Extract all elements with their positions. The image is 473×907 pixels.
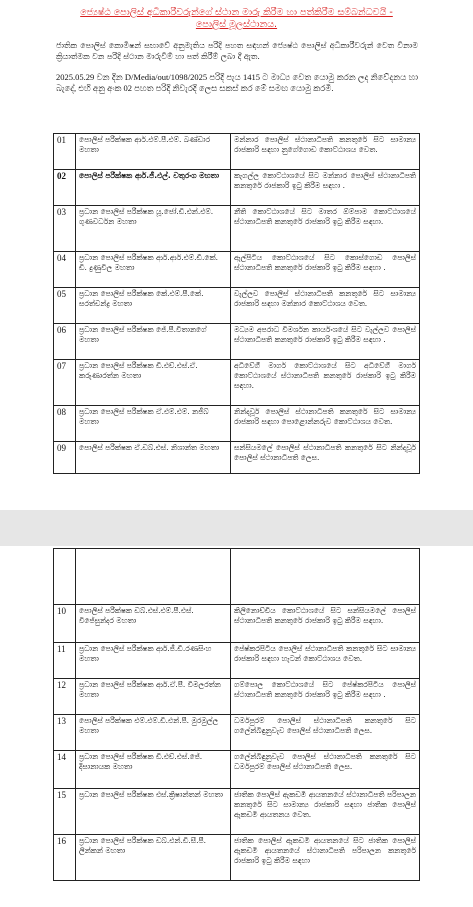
transfer-details: වැල්ලව පොලිස් ස්ථානාධිපති කනතුරේ සිට සාමාන්‍ය රාජකාරි සඳහා මන්නාර කොට්ඨාශය වෙත.	[231, 288, 420, 324]
transfer-details: ජාතික පොලිස් ඇකඩමි ආයතනයේ සිට ජාතික පොලිස් ඇකඩමි ආයතනයේ ස්ථානාධිපති පරිපාලන කනතුරේ රාජකාරි ඉටු කිරීම සඳහා	[231, 835, 420, 881]
transfer-details: නීති කොට්ඨාශයේ සිට මාතර ඕම්පාම කොට්ඨාශයේ ස්ථානාධිපති කනතුරේ රාජකාරි ඉටු කිරීම සඳහා.	[231, 206, 420, 252]
row-number: 02	[54, 170, 76, 206]
table-row	[54, 288, 420, 324]
transfer-details: ඇල්පිටිය කොට්ඨාශයේ සිට කොස්ගොඩ පොලිස් ස්ථානාධිපති කනතුරේ රාජකාරි ඉටු කිරීම සඳහා .	[231, 252, 420, 288]
document-subtitle: පොලිස් මූලස්ථානය.	[195, 19, 278, 30]
transfer-details: සන්සියමලේ පොලිස් ස්ථානාධිපති කනතුරේ සිට නින්දවූර් පොලිස් ස්ථානාධිපති ලෙස.	[231, 442, 420, 474]
row-number: 04	[54, 252, 76, 288]
transfer-details: පේෂ්කරපිටිය පොලිස් ස්ථානාධිපති කනතුරේ සිට සාමාන්‍ය රාජකාරි සඳහා හැටන් කොට්ඨාශය වෙත.	[231, 643, 420, 679]
page-separator	[0, 510, 473, 546]
row-number: 16	[54, 835, 76, 881]
table-row	[54, 549, 420, 605]
officer-name: පොලිස් පරීක්ෂක ඩබ්.එස්.එම්.පී.එස්. විජේසුන්දර මහතා	[76, 605, 231, 643]
transfer-details: ධර්මපුරම් පොලිස් ස්ථානාධිපති කනතුරේ සිට ගලේන්බිඳුනුවැව පොලිස් ස්ථානාධිපති ලෙස.	[231, 715, 420, 751]
transfer-details: ගලේන්බිඳුනුවැව පොලිස් ස්ථානාධිපති කනතුරේ සිට ධර්මපුරම් පොලිස් ස්ථානාධිපති ලෙස.	[231, 751, 420, 789]
table-row	[54, 324, 420, 360]
transfer-details: මන්නාර පොලිස් ස්ථානාධිපති කනතුරේ සිට සාමාන්‍ය රාජකාරි සඳහා නුගේගොඩ කොට්ඨාශය වෙත.	[231, 134, 420, 170]
row-number: 07	[54, 360, 76, 406]
row-number: 13	[54, 715, 76, 751]
transfer-details: ජාතික පොලිස් ඇකඩමි ආයතනයේ ස්ථානාධිපති පරිපාලන කනතුරේ සිට සාමාන්‍ය රාජකාරි සඳහා ජාතික පොලිස් ඇකඩමි ආයතනය වෙත.	[231, 789, 420, 835]
row-number: 08	[54, 406, 76, 442]
row-number: 11	[54, 643, 76, 679]
table-row	[54, 751, 420, 789]
intro-paragraph: ජාතික පොලිස් කොමිෂන් සභාවේ අනුමැතිය පරිදි පහත සඳහන් ජ්‍යෙෂ්ඨ පොලිස් අධිකාරීවරුන් වෙත විනාම ක්‍රියාත්මක වන පරිදි ස්ථාන මාරුවීම් හා පත් කිරීම් ලබා දී ඇත.	[56, 41, 418, 61]
officer-name: පොලිස් පරීක්ෂක ඒ.ඩබ්.එස්. නිශාන්ත මහතා	[76, 442, 231, 474]
table-row	[54, 643, 420, 679]
row-number: 01	[54, 134, 76, 170]
table-row	[54, 406, 420, 442]
transfer-details: අධිවේගී මාර්ග කොට්ඨාශයේ සිට අධිවේගී මාර්ග කොට්ඨාශයේ ස්ථානාධිපති කනතුරේ රාජකාරි ඉටු කිරීම සඳහා.	[231, 360, 420, 406]
officer-name: ප්‍රධාන පොලිස් පරීක්ෂක ආර්.ඒ.පී. විමලරත්න මහතා	[76, 679, 231, 715]
table-row	[54, 442, 420, 474]
reference-paragraph: 2025.05.29 වන දින D/Media/out/1098/2025 පරිදි පැය 1415 ට මාධ්‍ය වෙත යොමු කරන ලද නිවේදනය හා බැදේ, එහි අනු අංක 02 පහත පරිදි නිවැරදි ලෙස සකස් කර මේ සමඟ යොමු කරමි.	[56, 72, 418, 93]
officer-name: ප්‍රධාන පොලිස් පරීක්ෂක එස්.ක්‍රිෂාන්තන් මහතා	[76, 789, 231, 835]
transfer-details: නින්දවූර් පොලිස් ස්ථානාධිපති කනතුරේ සිට සාමාන්‍ය රාජකාරි සඳහා පොළොන්නරුව කොට්ඨාශය වෙත.	[231, 406, 420, 442]
officer-name: ප්‍රධාන පොලිස් පරීක්ෂක ඒ.එම්.එම්. නජීබ් මහතා	[76, 406, 231, 442]
table-row	[54, 715, 420, 751]
officer-name: ප්‍රධාන පොලිස් පරීක්ෂක ආර්.ජී.ඩී.රණසිංහ මහතා	[76, 643, 231, 679]
officer-name: ප්‍රධාන පොලිස් පරීක්ෂක ඩබ්.එන්.ඩී.සී.පී. ලින්කන් මහතා	[76, 835, 231, 881]
row-number: 15	[54, 789, 76, 835]
officer-name: ප්‍රධාන පොලිස් පරීක්ෂක ජේ.පී.විතානගේ මහතා	[76, 324, 231, 360]
transfer-details: මධ්‍යම අපරාධ විමර්ශන කාර්යංශයේ සිට වැල්ලව පොලිස් ස්ථානාධිපති කනතුරේ රාජකාරි ඉටු කිරීම සඳහා .	[231, 324, 420, 360]
officer-name: ප්‍රධාන පොලිස් පරීක්ෂක ආර්.ආර්.එම්.ඩී.කේ. ඩී. දුණුවිල මහතා	[76, 252, 231, 288]
officer-name: පොලිස් පරීක්ෂක එම්.එම්.ඩී.එන්.පී. මුරමුල්ල මහතා	[76, 715, 231, 751]
transfers-table-2	[53, 548, 420, 881]
row-number: 06	[54, 324, 76, 360]
officer-name	[76, 549, 231, 605]
row-number: 14	[54, 751, 76, 789]
table-row	[54, 206, 420, 252]
officer-name: පොලිස් පරීක්ෂක ආර්.ජී.එල්. චතුරංග මහතා	[76, 170, 231, 206]
officer-name: පොලිස් පරීක්ෂක ආර්.එම්.පී.එම්. බණ්ඩාර මහතා	[76, 134, 231, 170]
officer-name: ප්‍රධාන පොලිස් පරීක්ෂක යූ.ජෝ.ඩී.එන්.එම්. ගුණවර්ධන මහතා	[76, 206, 231, 252]
transfer-details: කැගල්ල කොට්ඨාශයේ සිට මන්නාර පොලිස් ස්ථානාධිපති කනතුරේ රාජකාරි ඉටු කිරීම සඳහා .	[231, 170, 420, 206]
transfer-details: ගම්පොල කොට්ඨාශයේ සිට පේෂ්කරපිටිය පොලිස් ස්ථානාධිපති කනතුරේ රාජකාරි ඉටු කිරීම සඳහා .	[231, 679, 420, 715]
row-number: 03	[54, 206, 76, 252]
transfers-table-1	[53, 133, 420, 474]
table-row	[54, 679, 420, 715]
table-row	[54, 134, 420, 170]
officer-name: ප්‍රධාන පොලිස් පරීක්ෂක කේ.එම්.පී.කේ. සරත්චන්ද්‍ර මහතා	[76, 288, 231, 324]
table-row	[54, 360, 420, 406]
table-row	[54, 252, 420, 288]
table-row	[54, 605, 420, 643]
row-number: 12	[54, 679, 76, 715]
transfer-details	[231, 549, 420, 605]
row-number	[54, 549, 76, 605]
officer-name: ප්‍රධාන පොලිස් පරීක්ෂක ඩී.එච්.එස්.ජේ. දිසානායක මහතා	[76, 751, 231, 789]
row-number: 10	[54, 605, 76, 643]
table-row	[54, 789, 420, 835]
officer-name: ප්‍රධාන පොලිස් පරීක්ෂක ඩී.එච්.එස්.ඒ. කරුණාරත්න මහතා	[76, 360, 231, 406]
row-number: 05	[54, 288, 76, 324]
table-row	[54, 835, 420, 881]
document-title: ජ්‍යෙෂ්ඨ පොලිස් අධිකාරීවරුන්ගේ ස්ථාන මාරු කිරීම හා පත්කිරීම සම්බන්ධවයි -	[80, 7, 393, 18]
transfer-details: කිලිනොච්චිය කොට්ඨාශයේ සිට සන්සියමලේ පොලිස් ස්ථානාධිපති කනතුරේ රාජකාරි ඉටු කිරීම සඳහා.	[231, 605, 420, 643]
table-row	[54, 170, 420, 206]
row-number: 09	[54, 442, 76, 474]
